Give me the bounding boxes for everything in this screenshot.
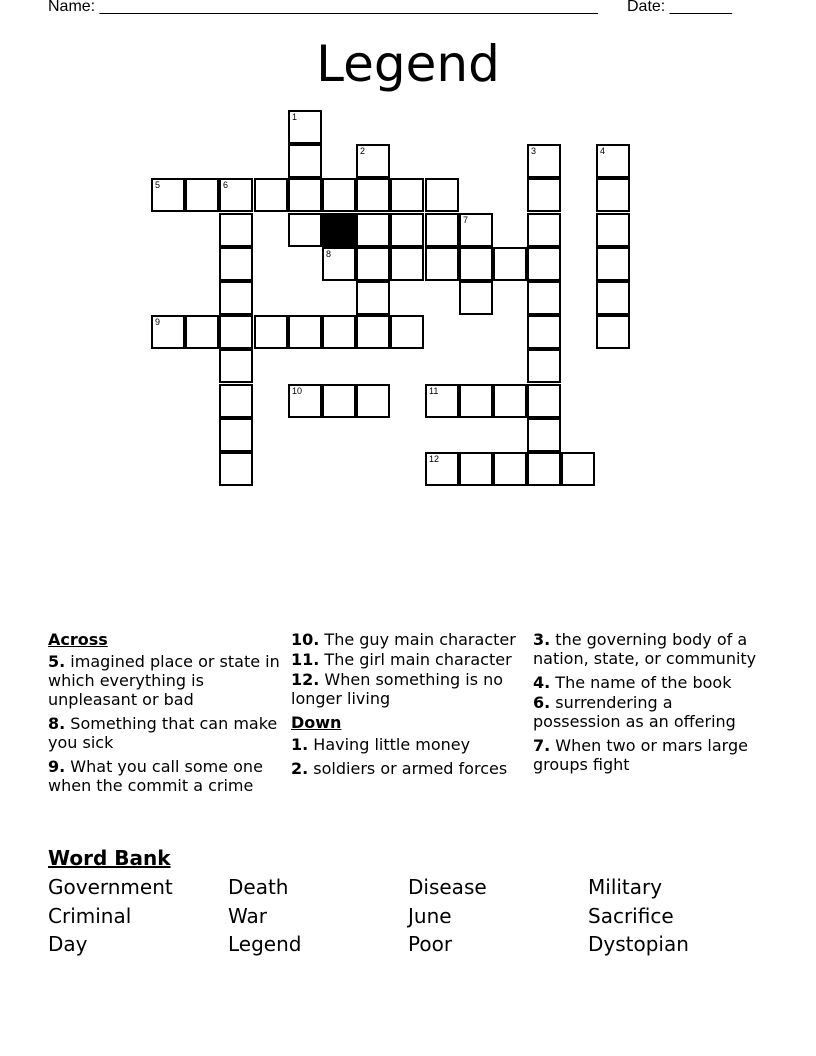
clue-number: 2 [360,146,366,156]
grid-cell[interactable] [356,178,390,212]
grid-cell[interactable] [151,315,185,349]
clue-across-11: 11. The girl main character [291,650,512,669]
word-bank-item: Disease [408,875,487,899]
grid-cell[interactable] [219,384,253,418]
grid-cell[interactable] [219,315,253,349]
grid-cell[interactable] [356,384,390,418]
clue-down-6: 6. surrendering a possession as an offering [533,693,736,731]
grid-cell[interactable] [356,247,390,281]
grid-cell[interactable] [288,213,322,247]
grid-cell[interactable] [254,315,288,349]
clues-column-3 [533,630,758,779]
grid-cell[interactable] [322,384,356,418]
clue-down-4: 4. The name of the book [533,673,732,692]
grid-cell[interactable] [390,213,424,247]
grid-cell[interactable] [322,178,356,212]
date-field: Date: _______ [627,0,732,15]
clue-number: 8 [326,249,332,259]
across-heading: Across [48,630,108,649]
grid-cell[interactable] [527,178,561,212]
clue-across-10: 10. The guy main character [291,630,516,649]
grid-cell[interactable] [596,281,630,315]
grid-cell[interactable] [527,384,561,418]
grid-cell[interactable] [527,418,561,452]
clue-down-1: 1. Having little money [291,735,471,754]
grid-cell[interactable] [390,247,424,281]
grid-cell[interactable] [219,418,253,452]
word-bank-item: Government [48,875,173,899]
grid-cell[interactable] [596,247,630,281]
grid-cell[interactable] [493,452,527,486]
word-bank-item: June [408,904,452,928]
grid-cell[interactable] [596,144,630,178]
grid-cell[interactable] [288,178,322,212]
page-title: Legend [316,35,500,93]
clue-number: 5 [155,180,161,190]
grid-cell[interactable] [390,178,424,212]
grid-cell[interactable] [527,281,561,315]
grid-cell[interactable] [185,315,219,349]
clues-column-1 [48,630,280,800]
grid-cell[interactable] [356,213,390,247]
grid-cell[interactable] [288,384,322,418]
crossword-grid [0,0,816,520]
grid-cell[interactable] [527,144,561,178]
grid-cell[interactable] [527,213,561,247]
clue-number: 10 [292,386,303,396]
grid-cell[interactable] [219,247,253,281]
clue-number: 6 [223,180,229,190]
grid-cell[interactable] [459,213,493,247]
grid-cell[interactable] [390,315,424,349]
grid-cell[interactable] [356,281,390,315]
grid-cell[interactable] [425,452,459,486]
grid-cell[interactable] [219,349,253,383]
grid-cell[interactable] [459,247,493,281]
grid-cell[interactable] [459,452,493,486]
word-bank-item: Criminal [48,904,132,928]
clue-number: 7 [463,215,469,225]
grid-cell[interactable] [356,144,390,178]
grid-cell[interactable] [459,281,493,315]
grid-cell[interactable] [425,384,459,418]
word-bank-title: Word Bank [48,846,171,870]
word-bank-item: Day [48,932,88,956]
grid-cell[interactable] [356,315,390,349]
clue-across-9: 9. What you call some one when the commit a crime [48,757,263,795]
name-field: Name: ________________________________________________________ [48,0,598,15]
grid-cell[interactable] [425,213,459,247]
grid-cell[interactable] [219,213,253,247]
word-bank-item: Legend [228,932,302,956]
grid-cell[interactable] [254,178,288,212]
grid-cell[interactable] [596,178,630,212]
grid-cell[interactable] [493,384,527,418]
grid-cell[interactable] [527,349,561,383]
grid-cell[interactable] [288,110,322,144]
down-heading: Down [291,713,342,732]
clue-down-2: 2. soldiers or armed forces [291,759,508,778]
word-bank-item: Poor [408,932,453,956]
grid-cell[interactable] [219,178,253,212]
clue-number: 4 [600,146,606,156]
clue-number: 1 [292,112,298,122]
clue-across-12: 12. When something is no longer living [291,670,504,708]
clues-column-2 [291,630,523,783]
grid-cell[interactable] [185,178,219,212]
grid-cell[interactable] [288,315,322,349]
grid-cell[interactable] [425,178,459,212]
grid-cell[interactable] [425,247,459,281]
clue-down-3: 3. the governing body of a nation, state, or community [533,630,757,668]
grid-cell[interactable] [596,315,630,349]
clue-number: 3 [531,146,537,156]
grid-cell[interactable] [219,452,253,486]
clue-across-8: 8. Something that can make you sick [48,714,278,752]
clue-number: 11 [429,386,439,396]
grid-cell[interactable] [322,315,356,349]
clue-number: 12 [429,454,440,464]
grid-cell[interactable] [527,247,561,281]
word-bank-item: Sacrifice [588,904,674,928]
grid-cell[interactable] [322,247,356,281]
word-bank-item: Death [228,875,289,899]
grid-cell[interactable] [596,213,630,247]
word-bank-item: Military [588,875,663,899]
grid-cell[interactable] [151,178,185,212]
grid-cell[interactable] [493,247,527,281]
word-bank-item: War [228,904,267,928]
grid-cell[interactable] [527,452,561,486]
grid-cell[interactable] [459,384,493,418]
grid-cell[interactable] [561,452,595,486]
clue-across-5: 5. imagined place or state in which everything is unpleasant or bad [48,652,280,709]
grid-cell[interactable] [219,281,253,315]
clue-number: 9 [155,317,161,327]
black-square [322,213,356,247]
clue-down-7: 7. When two or mars large groups fight [533,736,748,774]
word-bank-item: Dystopian [588,932,689,956]
grid-cell[interactable] [288,144,322,178]
grid-cell[interactable] [527,315,561,349]
